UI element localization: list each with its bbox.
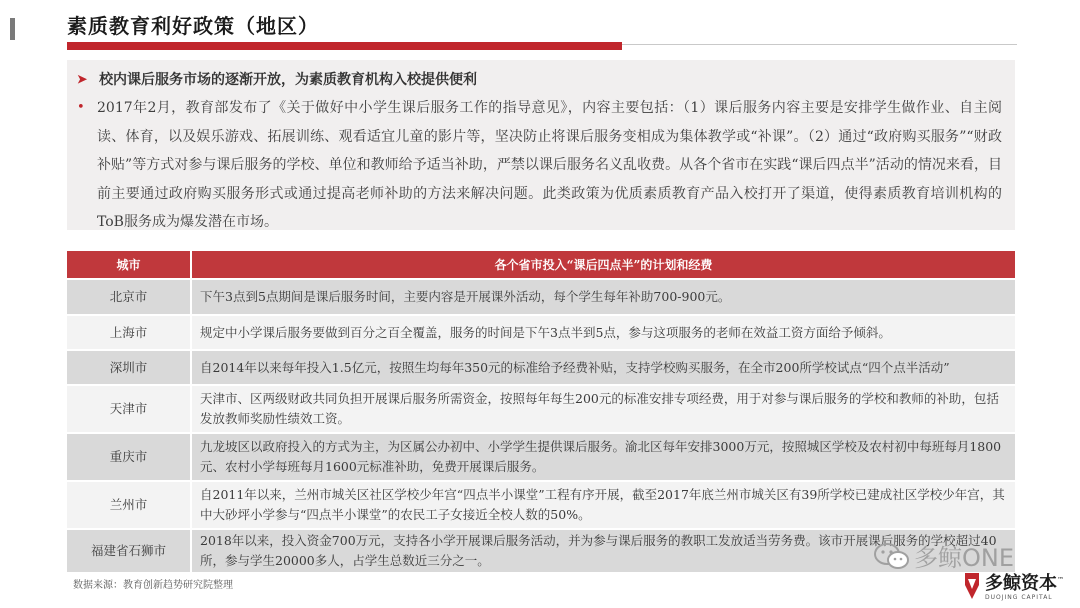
column-header-detail: 各个省市投入“课后四点半”的计划和经费 (192, 251, 1015, 278)
brand-logo (962, 570, 1064, 601)
detail-cell: 自2014年以来每年投入1.5亿元，按照生均每年350元的标准给予经费补贴，支持学校购买服务，在全市200所学校试点“四个点半活动” (192, 349, 1015, 384)
wechat-icon (872, 541, 912, 571)
side-marker-bar (10, 18, 15, 40)
whale-logo-icon (962, 571, 982, 601)
bullet-dot-icon: • (77, 100, 85, 115)
triangle-right-icon: ➤ (77, 72, 88, 86)
column-header-city: 城市 (67, 251, 192, 278)
brand-name (985, 570, 1064, 594)
city-cell: 重庆市 (67, 432, 192, 480)
wechat-watermark (872, 538, 1014, 573)
city-cell: 福建省石狮市 (67, 528, 192, 572)
brand-subtitle: DUOJING CAPITAL (985, 594, 1053, 601)
city-cell: 天津市 (67, 384, 192, 432)
detail-cell: 规定中小学课后服务要做到百分之百全覆盖，服务的时间是下午3点半到5点，参与这项服务的老师在效益工资方面给予倾斜。 (192, 314, 1015, 349)
page-title: 素质教育利好政策（地区） (67, 14, 319, 38)
brand-text (985, 570, 1064, 601)
city-cell: 兰州市 (67, 480, 192, 528)
table-row (67, 278, 1015, 314)
detail-cell: 天津市、区两级财政共同负担开展课后服务所需资金，按照每年每生200元的标准安排专项经费，用于对参与课后服务的学校和教师的补助，包括发放教师奖励性绩效工资。 (192, 384, 1015, 432)
summary-heading-text: 校内课后服务市场的逐渐开放，为素质教育机构入校提供便利 (99, 72, 478, 88)
policy-table (67, 251, 1015, 572)
detail-cell: 下午3点到5点期间是课后服务时间，主要内容是开展课外活动，每个学生每年补助700-900元。 (192, 278, 1015, 314)
source-note: 数据来源：教育创新趋势研究院整理 (73, 580, 233, 591)
summary-heading (77, 68, 1005, 90)
city-cell: 深圳市 (67, 349, 192, 384)
detail-cell: 2018年以来，投入资金700万元，支持各小学开展课后服务活动，并为参与课后服务的教职工发放适当劳务费。该市开展课后服务的学校超过40所，参与学生20000多人，占学生总数近三分之一。 (192, 528, 1015, 572)
table-row (67, 314, 1015, 349)
brand-name-text: 多鲸资本 (985, 573, 1057, 594)
summary-paragraph: 2017年2月，教育部发布了《关于做好中小学生课后服务工作的指导意见》，内容主要包括：（1）课后服务内容主要是安排学生做作业、自主阅读、体育，以及娱乐游戏、拓展训练、观看适宜儿童的影片等，坚决防止将课后服务变相成为集体教学或“补课”。（2）通过“政府购买服务”“财政补贴”等方式对参与课后服务的学校、单位和教师给予适当补助，严禁以课后服务名义乱收费。从各个省市在实践“课后四点半”活动的情况来看，目前主要通过政府购买服务形式或通过提高老师补助的方法来解决问题。此类政策为优质素质教育产品入校打开了渠道，使得素质教育培训机构的ToB服务成为爆发潜在市场。 (97, 100, 1002, 230)
table-row (67, 432, 1015, 480)
table-row (67, 349, 1015, 384)
detail-cell: 自2011年以来，兰州市城关区社区学校少年宫“四点半小课堂”工程有序开展，截至2017年底兰州市城关区有39所学校已建成社区学校少年宫，其中大砂坪小学参与“四点半小课堂”的农民工子女接近全校人数的50%。 (192, 480, 1015, 528)
table-header-row (67, 251, 1015, 278)
summary-box (67, 60, 1015, 230)
brand-tm: ™ (1057, 576, 1064, 584)
table-row (67, 480, 1015, 528)
city-cell: 北京市 (67, 278, 192, 314)
title-accent-bar (67, 42, 622, 50)
summary-body (77, 94, 1005, 237)
detail-cell: 九龙坡区以政府投入的方式为主，为区属公办初中、小学学生提供课后服务。渝北区每年安排3000万元，按照城区学校及农村初中每班每月1800元、农村小学每班每月1600元标准补助，免费开展课后服务。 (192, 432, 1015, 480)
city-cell: 上海市 (67, 314, 192, 349)
table-row (67, 384, 1015, 432)
wechat-label: 多鲸ONE (914, 544, 1015, 572)
